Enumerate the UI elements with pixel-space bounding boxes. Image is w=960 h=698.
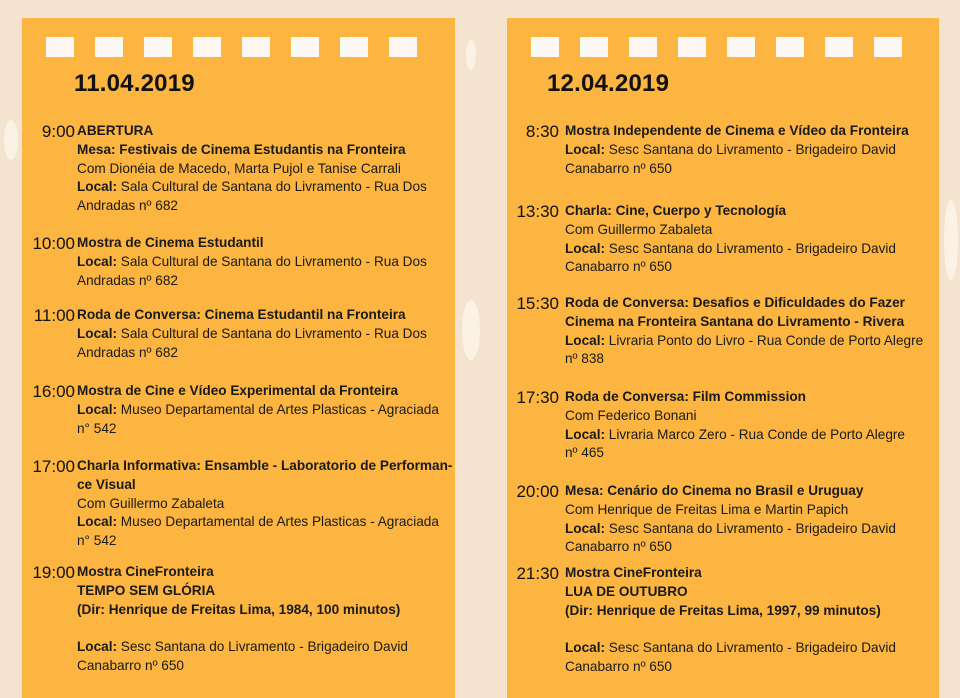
location-text: Livraria Marco Zero - Rua Conde de Porto Alegre: [605, 426, 905, 442]
line-spacer: [565, 620, 933, 639]
event-title-line: (Dir: Henrique de Freitas Lima, 1997, 99 minutos): [565, 602, 881, 618]
location-text: Sesc Santana do Livramento - Brigadeiro David: [605, 240, 896, 256]
event-details: [77, 457, 455, 551]
event-location: [77, 638, 455, 657]
event-title-line: (Dir: Henrique de Freitas Lima, 1984, 100 minutos): [77, 601, 401, 617]
location-label: Local:: [77, 401, 118, 417]
location-text: Livraria Ponto do Livro - Rua Conde de Porto Alegre: [605, 332, 924, 348]
film-hole: [776, 37, 804, 57]
event-details: [77, 563, 455, 676]
event-info-line: Canabarro nº 650: [565, 259, 672, 275]
event-details: [77, 234, 455, 290]
event-title-line: Mostra de Cinema Estudantil: [77, 235, 264, 250]
event-title-line: Roda de Conversa: Film Commission: [565, 389, 806, 404]
film-strip: [531, 37, 902, 57]
event-info-line: Andradas nº 682: [77, 198, 178, 214]
location-text: Museo Departamental de Artes Plasticas - Agraciada: [117, 514, 439, 530]
event-location: [565, 520, 933, 539]
event-title-line: Roda de Conversa: Desafios e Dificuldades do Fazer: [565, 295, 905, 310]
film-hole: [531, 37, 559, 57]
event-time: 15:30: [516, 294, 559, 313]
event-details: [77, 382, 455, 438]
location-label: Local:: [77, 253, 118, 269]
location-label: Local:: [77, 179, 118, 195]
location-text: Sala Cultural de Santana do Livramento - Rua Dos: [117, 253, 427, 269]
location-text: Sesc Santana do Livramento - Brigadeiro David: [605, 640, 896, 656]
event-location: [565, 426, 933, 445]
line-spacer: [77, 619, 455, 638]
film-hole: [727, 37, 755, 57]
film-hole: [874, 37, 902, 57]
event-details: [565, 482, 933, 557]
event-title-line: LUA DE OUTUBRO: [565, 583, 688, 599]
event-title-line: ABERTURA: [77, 123, 154, 138]
location-text: Sesc Santana do Livramento - Brigadeiro David: [117, 639, 408, 655]
event-info-line: nº 838: [565, 351, 604, 367]
event-title-line: Mostra CineFronteira: [77, 564, 214, 579]
event-info-line: Canabarro nº 650: [565, 658, 672, 674]
location-text: Sesc Santana do Livramento - Brigadeiro David: [605, 520, 896, 536]
day-date: 11.04.2019: [74, 70, 195, 97]
event-info-line: Andradas nº 682: [77, 272, 178, 288]
location-label: Local:: [77, 514, 118, 530]
background-speck: [466, 40, 476, 70]
event-time: 20:00: [516, 482, 559, 501]
event-location: [77, 325, 455, 344]
location-text: Sesc Santana do Livramento - Brigadeiro David: [605, 141, 896, 157]
event-info-line: Com Dionéia de Macedo, Marta Pujol e Tanise Carrali: [77, 160, 401, 176]
event-info-line: Com Henrique de Freitas Lima e Martin Papich: [565, 501, 849, 517]
schedule-panel-day-2: [507, 18, 939, 698]
location-label: Local:: [565, 426, 606, 442]
background-speck: [4, 120, 18, 160]
event-info-line: nº 465: [565, 445, 604, 461]
location-text: Museo Departamental de Artes Plasticas - Agraciada: [117, 401, 439, 417]
schedule-panel-day-1: [22, 18, 455, 698]
event-title-line: Charla Informativa: Ensamble - Laboratorio de Performan-: [77, 458, 453, 473]
event-info-line: n° 542: [77, 420, 117, 436]
event-time: 9:00: [41, 122, 75, 141]
event-time: 8:30: [525, 122, 559, 141]
event-title-line: Mesa: Festivais de Cinema Estudantis na Fronteira: [77, 141, 406, 157]
event-info-line: Andradas nº 682: [77, 344, 178, 360]
film-hole: [340, 37, 368, 57]
location-label: Local:: [565, 332, 606, 348]
event-time: 17:30: [516, 388, 559, 407]
event-title-line: Mesa: Cenário do Cinema no Brasil e Uruguay: [565, 483, 864, 498]
event-info-line: Canabarro nº 650: [77, 657, 184, 673]
event-info-line: Canabarro nº 650: [565, 539, 672, 555]
event-location: [565, 240, 933, 259]
film-hole: [95, 37, 123, 57]
event-details: [565, 564, 933, 677]
event-info-line: Com Guillermo Zabaleta: [77, 495, 225, 511]
event-location: [77, 401, 455, 420]
film-hole: [580, 37, 608, 57]
day-date: 12.04.2019: [547, 70, 670, 97]
event-details: [77, 306, 455, 362]
event-title-line: Roda de Conversa: Cinema Estudantil na Fronteira: [77, 307, 406, 322]
event-location: [77, 253, 455, 272]
event-info-line: Com Federico Bonani: [565, 407, 697, 423]
film-hole: [389, 37, 417, 57]
event-title-line: TEMPO SEM GLÓRIA: [77, 582, 216, 598]
event-info-line: Canabarro nº 650: [565, 160, 672, 176]
event-title-line: Cinema na Fronteira Santana do Livramento - Rivera: [565, 313, 905, 329]
location-label: Local:: [565, 520, 606, 536]
location-label: Local:: [565, 240, 606, 256]
event-location: [77, 513, 455, 532]
event-title-line: Mostra Independente de Cinema e Vídeo da Fronteira: [565, 123, 909, 138]
event-details: [565, 122, 933, 178]
film-hole: [242, 37, 270, 57]
film-hole: [629, 37, 657, 57]
event-time: 21:30: [516, 564, 559, 583]
location-text: Sala Cultural de Santana do Livramento - Rua Dos: [117, 179, 427, 195]
location-label: Local:: [565, 640, 606, 656]
event-title-line: ce Visual: [77, 476, 136, 492]
event-details: [565, 294, 933, 369]
film-hole: [678, 37, 706, 57]
film-hole: [825, 37, 853, 57]
event-location: [565, 332, 933, 351]
event-time: 11:00: [33, 306, 75, 325]
film-hole: [291, 37, 319, 57]
location-label: Local:: [77, 325, 118, 341]
event-location: [565, 639, 933, 658]
event-details: [565, 202, 933, 277]
event-title-line: Mostra CineFronteira: [565, 565, 702, 580]
event-time: 17:00: [32, 457, 75, 476]
event-title-line: Mostra de Cine e Vídeo Experimental da Fronteira: [77, 383, 399, 398]
film-hole: [193, 37, 221, 57]
event-time: 16:00: [32, 382, 75, 401]
event-time: 19:00: [32, 563, 75, 582]
background-speck: [462, 300, 480, 360]
event-title-line: Charla: Cine, Cuerpo y Tecnología: [565, 203, 787, 218]
event-time: 10:00: [32, 234, 75, 253]
event-details: [565, 388, 933, 463]
event-location: [77, 178, 455, 197]
event-time: 13:30: [516, 202, 559, 221]
film-strip: [46, 37, 417, 57]
film-hole: [144, 37, 172, 57]
event-location: [565, 141, 933, 160]
film-hole: [46, 37, 74, 57]
location-label: Local:: [565, 141, 606, 157]
background-speck: [944, 200, 958, 280]
event-info-line: n° 542: [77, 533, 117, 549]
event-info-line: Com Guillermo Zabaleta: [565, 221, 713, 237]
location-text: Sala Cultural de Santana do Livramento - Rua Dos: [117, 325, 427, 341]
location-label: Local:: [77, 639, 118, 655]
event-details: [77, 122, 455, 216]
